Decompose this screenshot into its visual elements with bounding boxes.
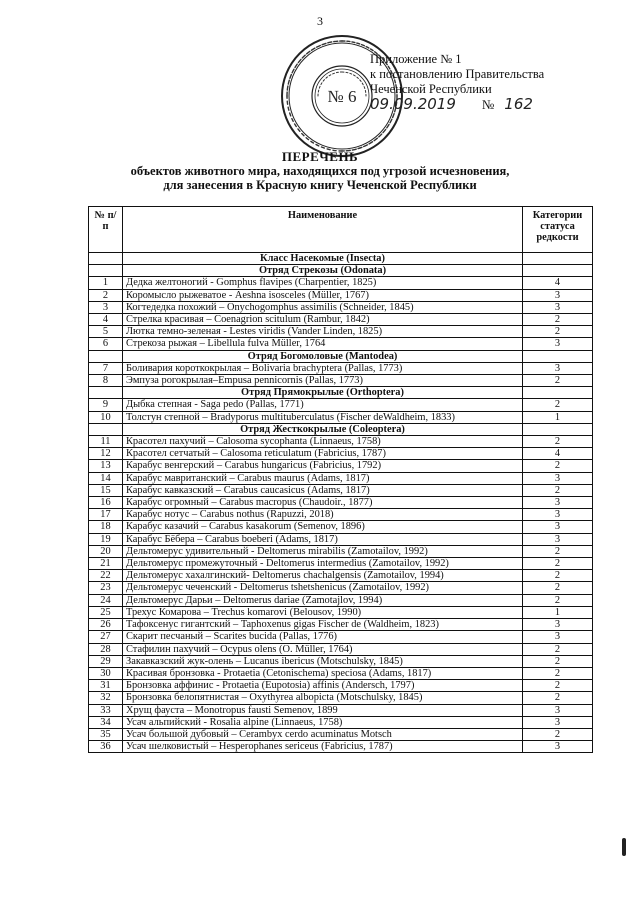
species-name: Закавказский жук-олень – Lucanus ibericus (Motschulsky, 1845) <box>123 655 523 667</box>
row-number: 21 <box>89 558 123 570</box>
rarity-category: 2 <box>523 460 593 472</box>
group-title: Отряд Жесткокрылые (Coleoptera) <box>123 423 523 435</box>
margin-mark <box>622 838 626 856</box>
row-number: 17 <box>89 509 123 521</box>
table-row <box>89 375 593 387</box>
row-number: 35 <box>89 728 123 740</box>
species-name: Карабус мавританский – Carabus maurus (Adams, 1817) <box>123 472 523 484</box>
species-name: Эмпуза рогокрылая–Empusa pennicornis (Pallas, 1773) <box>123 375 523 387</box>
table-cell-empty <box>523 350 593 362</box>
row-number: 15 <box>89 484 123 496</box>
species-name: Стрекоза рыжая – Libellula fulva Müller, 1764 <box>123 338 523 350</box>
species-name: Дельтомерус промежуточный - Deltomerus intermedius (Zamotailov, 1992) <box>123 558 523 570</box>
header-name: Наименование <box>123 207 523 253</box>
rarity-category: 2 <box>523 655 593 667</box>
table-group-row <box>89 265 593 277</box>
group-title: Отряд Стрекозы (Odonata) <box>123 265 523 277</box>
table-cell-empty <box>89 350 123 362</box>
table-row <box>89 655 593 667</box>
table-row <box>89 570 593 582</box>
species-name: Скарит песчаный – Scarites bucida (Pallas, 1776) <box>123 631 523 643</box>
rarity-category: 3 <box>523 521 593 533</box>
rarity-category: 2 <box>523 594 593 606</box>
row-number: 33 <box>89 704 123 716</box>
species-name: Карабус казачий – Carabus kasakorum (Semenov, 1896) <box>123 521 523 533</box>
rarity-category: 2 <box>523 326 593 338</box>
row-number: 20 <box>89 545 123 557</box>
rarity-category: 2 <box>523 436 593 448</box>
species-name: Дыбка степная - Saga pedo (Pallas, 1771) <box>123 399 523 411</box>
rarity-category: 2 <box>523 375 593 387</box>
row-number: 24 <box>89 594 123 606</box>
table-row <box>89 594 593 606</box>
table-cell-empty <box>523 423 593 435</box>
title-line-2: для занесения в Красную книгу Чеченской Республики <box>163 178 477 192</box>
table-row <box>89 680 593 692</box>
header-category: Категории статуса редкости <box>523 207 593 253</box>
table-row <box>89 497 593 509</box>
row-number: 28 <box>89 643 123 655</box>
row-number: 22 <box>89 570 123 582</box>
species-name: Дельтомерус удивительный - Deltomerus mirabilis (Zamotailov, 1992) <box>123 545 523 557</box>
rarity-category: 3 <box>523 741 593 753</box>
seal-text: № 6 <box>327 87 357 106</box>
table-row <box>89 533 593 545</box>
rarity-category: 3 <box>523 533 593 545</box>
row-number: 11 <box>89 436 123 448</box>
table-row <box>89 521 593 533</box>
species-name: Дедка желтоногий - Gomphus flavipes (Charpentier, 1825) <box>123 277 523 289</box>
species-name: Дельтомерус чеченский - Deltomerus tshetshenicus (Zamotailov, 1992) <box>123 582 523 594</box>
row-number: 8 <box>89 375 123 387</box>
rarity-category: 2 <box>523 558 593 570</box>
species-name: Когтедедка похожий – Onychogomphus assimilis (Schneider, 1845) <box>123 301 523 313</box>
row-number: 1 <box>89 277 123 289</box>
species-name: Трехус Комарова – Trechus komarovi (Belousov, 1990) <box>123 606 523 618</box>
table-row <box>89 277 593 289</box>
row-number: 16 <box>89 497 123 509</box>
species-name: Красивая бронзовка - Protaetia (Cetonischema) speciosa (Adams, 1817) <box>123 667 523 679</box>
species-name: Дельтомерус Дарьи – Deltomerus dariae (Zamotajlov, 1994) <box>123 594 523 606</box>
table-row <box>89 606 593 618</box>
table-group-row <box>89 387 593 399</box>
row-number: 34 <box>89 716 123 728</box>
rarity-category: 2 <box>523 545 593 557</box>
group-title: Класс Насекомые (Insecta) <box>123 253 523 265</box>
approval-block <box>370 52 544 112</box>
rarity-category: 3 <box>523 716 593 728</box>
approval-date: 09.09.2019 <box>370 95 456 113</box>
rarity-category: 2 <box>523 728 593 740</box>
table-row <box>89 314 593 326</box>
rarity-category: 2 <box>523 570 593 582</box>
row-number: 29 <box>89 655 123 667</box>
table-row <box>89 728 593 740</box>
species-name: Карабус венгерский – Carabus hungaricus (Fabricius, 1792) <box>123 460 523 472</box>
species-name: Карабус огромный – Carabus macropus (Chaudoir., 1877) <box>123 497 523 509</box>
title-line-1: объектов животного мира, находящихся под угрозой исчезновения, <box>130 164 510 178</box>
row-number: 5 <box>89 326 123 338</box>
species-name: Коромысло рыжеватое - Aeshna isosceles (Müller, 1767) <box>123 289 523 301</box>
table-row <box>89 558 593 570</box>
species-name: Хрущ фауста – Monotropus fausti Semenov, 1899 <box>123 704 523 716</box>
rarity-category: 4 <box>523 448 593 460</box>
species-name: Стафилин пахучий – Ocypus olens (O. Müller, 1764) <box>123 643 523 655</box>
species-name: Стрелка красивая – Coenagrion scitulum (Rambur, 1842) <box>123 314 523 326</box>
species-table <box>88 206 593 753</box>
species-name: Лютка темно-зеленая - Lestes viridis (Vander Linden, 1825) <box>123 326 523 338</box>
table-cell-empty <box>89 387 123 399</box>
rarity-category: 3 <box>523 631 593 643</box>
approval-line-1: Приложение № 1 <box>370 52 462 66</box>
table-row <box>89 301 593 313</box>
rarity-category: 2 <box>523 484 593 496</box>
species-name: Толстун степной – Bradyporus multituberculatus (Fischer deWaldheim, 1833) <box>123 411 523 423</box>
row-number: 18 <box>89 521 123 533</box>
rarity-category: 1 <box>523 606 593 618</box>
rarity-category: 2 <box>523 692 593 704</box>
table-row <box>89 704 593 716</box>
rarity-category: 3 <box>523 509 593 521</box>
species-name: Бронзовка белопятнистая – Oxythyrea albopicta (Motschulsky, 1845) <box>123 692 523 704</box>
rarity-category: 2 <box>523 680 593 692</box>
species-name: Карабус нотус – Carabus nothus (Rapuzzi, 2018) <box>123 509 523 521</box>
row-number: 32 <box>89 692 123 704</box>
row-number: 27 <box>89 631 123 643</box>
table-row <box>89 326 593 338</box>
table-group-row <box>89 350 593 362</box>
species-name: Усач шелковистый – Hesperophanes sericeus (Fabricius, 1787) <box>123 741 523 753</box>
table-cell-empty <box>523 253 593 265</box>
table-row <box>89 460 593 472</box>
rarity-category: 3 <box>523 619 593 631</box>
approval-date-line <box>370 97 544 112</box>
table-group-row <box>89 253 593 265</box>
table-row <box>89 741 593 753</box>
row-number: 31 <box>89 680 123 692</box>
species-name: Тафоксенус гигантский – Taphoxenus gigas Fischer de (Waldheim, 1823) <box>123 619 523 631</box>
table-row <box>89 399 593 411</box>
species-name: Карабус Бёбера – Carabus boeberi (Adams, 1817) <box>123 533 523 545</box>
approval-line-2: к постановлению Правительства <box>370 67 545 81</box>
approval-number: 162 <box>504 95 533 113</box>
table-row <box>89 289 593 301</box>
row-number: 36 <box>89 741 123 753</box>
group-title: Отряд Богомоловые (Mantodea) <box>123 350 523 362</box>
approval-line-3: Чеченской Республики <box>370 82 492 96</box>
table-row <box>89 619 593 631</box>
group-title: Отряд Прямокрылые (Orthoptera) <box>123 387 523 399</box>
row-number: 10 <box>89 411 123 423</box>
row-number: 6 <box>89 338 123 350</box>
table-row <box>89 509 593 521</box>
species-name: Усач альпийский - Rosalia alpine (Linnaeus, 1758) <box>123 716 523 728</box>
document-title <box>0 150 640 192</box>
species-name: Усач большой дубовый – Cerambyx cerdo acuminatus Motsch <box>123 728 523 740</box>
rarity-category: 2 <box>523 582 593 594</box>
approval-number-label: № <box>481 97 495 112</box>
species-name: Боливария короткокрылая – Bolivaria brachyptera (Pallas, 1773) <box>123 362 523 374</box>
table-cell-empty <box>89 423 123 435</box>
table-row <box>89 362 593 374</box>
table-row <box>89 631 593 643</box>
table-row <box>89 448 593 460</box>
rarity-category: 3 <box>523 497 593 509</box>
row-number: 19 <box>89 533 123 545</box>
header-num: № п/п <box>89 207 123 253</box>
table-row <box>89 582 593 594</box>
rarity-category: 3 <box>523 338 593 350</box>
row-number: 4 <box>89 314 123 326</box>
row-number: 26 <box>89 619 123 631</box>
table-row <box>89 472 593 484</box>
species-name: Красотел сетчатый – Calosoma reticulatum (Fabricius, 1787) <box>123 448 523 460</box>
row-number: 9 <box>89 399 123 411</box>
table-group-row <box>89 423 593 435</box>
table-row <box>89 338 593 350</box>
row-number: 13 <box>89 460 123 472</box>
table-row <box>89 643 593 655</box>
row-number: 23 <box>89 582 123 594</box>
row-number: 2 <box>89 289 123 301</box>
table-row <box>89 692 593 704</box>
rarity-category: 4 <box>523 277 593 289</box>
table-cell-empty <box>89 253 123 265</box>
title-heading: ПЕРЕЧЕНЬ <box>281 149 359 164</box>
table-cell-empty <box>89 265 123 277</box>
rarity-category: 2 <box>523 667 593 679</box>
table-cell-empty <box>523 265 593 277</box>
rarity-category: 3 <box>523 301 593 313</box>
row-number: 7 <box>89 362 123 374</box>
rarity-category: 1 <box>523 411 593 423</box>
row-number: 25 <box>89 606 123 618</box>
species-name: Карабус кавказский – Carabus caucasicus (Adams, 1817) <box>123 484 523 496</box>
rarity-category: 2 <box>523 399 593 411</box>
table-cell-empty <box>523 387 593 399</box>
table-row <box>89 436 593 448</box>
rarity-category: 3 <box>523 704 593 716</box>
row-number: 30 <box>89 667 123 679</box>
rarity-category: 3 <box>523 472 593 484</box>
table-row <box>89 545 593 557</box>
row-number: 12 <box>89 448 123 460</box>
rarity-category: 2 <box>523 643 593 655</box>
rarity-category: 2 <box>523 314 593 326</box>
rarity-category: 3 <box>523 362 593 374</box>
species-name: Бронзовка аффинис - Protaetia (Eupotosia) affinis (Andersch, 1797) <box>123 680 523 692</box>
table-header-row <box>89 207 593 253</box>
species-name: Дельтомерус хахалгинский- Deltomerus chachalgensis (Zamotailov, 1994) <box>123 570 523 582</box>
row-number: 14 <box>89 472 123 484</box>
rarity-category: 3 <box>523 289 593 301</box>
table-row <box>89 484 593 496</box>
page-number: 3 <box>317 14 323 28</box>
row-number: 3 <box>89 301 123 313</box>
table-row <box>89 667 593 679</box>
table-row <box>89 716 593 728</box>
table-row <box>89 411 593 423</box>
species-name: Красотел пахучий – Calosoma sycophanta (Linnaeus, 1758) <box>123 436 523 448</box>
